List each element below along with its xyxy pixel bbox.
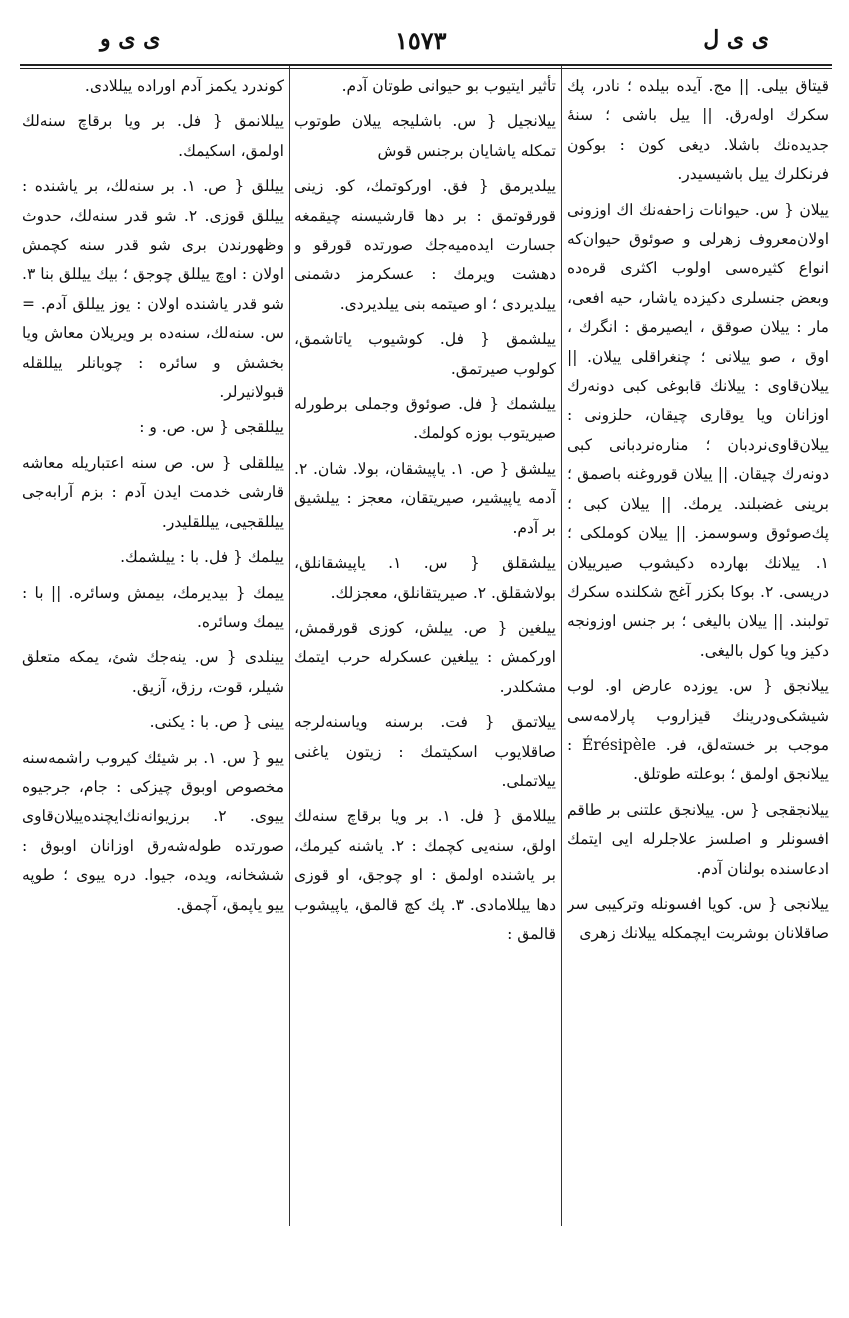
- entry: ییلشمك { فل. صوئوق وجملی برطورله صیریتوب بوزه کولمك.: [294, 395, 556, 443]
- entry: ییلانجیل { س. باشلیجه ییلان طوتوب تمکله یاشایان برجنس قوش: [294, 112, 556, 160]
- entry: ییمك { بیدیرمك، بیمش وسائره. || با : ییمك وسائره.: [22, 583, 284, 631]
- entry: قیتاق بیلی. || مج. آیده بیلده ؛ نادر، پك سکرك اوله‌رق. || ییل باشی ؛ سنهٔ جدیده‌نك باشلا. دیغی کون : بوکون فرنکلرك ییل باشیسیدر.: [567, 77, 829, 184]
- page-header: [20, 14, 829, 64]
- header-rule-thin: [20, 68, 832, 69]
- entry: ییلانجقجی { س. ییلانجق علتنی بر طاقم افسونلر و اصلسز علاجلرله ایی ایتمك ادعاسنده بولنان آدم.: [567, 800, 829, 878]
- page-number: ١٥٧٣: [395, 26, 447, 55]
- entry: ییللامق { فل. ١. بر ویا برقاچ سنه‌لك اولق، سنه‌یی کچمك : ٢. یاشنه کیرمك، بر یاشنده اولمق : او چوجق، او قوزی دها ییللامادی. ٣. پك کچ قالمق، یاپیشوب قالمق :: [294, 807, 556, 943]
- entry: ییلشقلق { س. ١. یاپیشقانلق، بولاشقلق. ٢. صیریتقانلق، معجزلك.: [294, 554, 556, 602]
- column-divider-right: [561, 66, 562, 1226]
- entry: ییللق { ص. ١. بر سنه‌لك، بر یاشنده : ییللق قوزی. ٢. شو قدر سنه‌لك، حدوث وظهورندن بری شو قدر سنه کچمش اولان : اوچ ییللق چوجق ؛ بیك ییللق بنا ٣. شو قدر یاشنده اولان : یوز ییللق آدم. = س. سنه‌لك، سنه‌ده بر ویریلان معاش ویا بخشش و سائره : چوبانلر ییللقله قبولانیرلر.: [22, 177, 284, 402]
- column-divider-left: [289, 66, 290, 1226]
- entry: ییلمك { فل. با : ییلشمك.: [120, 548, 284, 567]
- entry: ییو { س. ١. بر شیئك کیروب راشمه‌سنه مخصوص اوبوق چیزکی : جام، جرجیوه ییوی. ٢. برزیوانه‌نك‌ایچنده‌ییلان‌قاوی صورتده طوله‌شه‌رق اوزانان اوبوق : ششخانه، ویده، جیوا. دره ییوی ؛ طوپه ییو یاپمق، آچمق.: [22, 748, 284, 914]
- column-left: [22, 72, 284, 1222]
- entry: ییلغین { ص. ییلش، کوزی قورقمش، اورکمش : ییلغین عسکرله حرب ایتمك مشکلدر.: [294, 618, 556, 696]
- header-catchword-right: ی ی ل: [703, 26, 769, 52]
- entry: ییللانمق { فل. بر ویا برقاچ سنه‌لك اولمق، اسکیمك.: [22, 112, 284, 160]
- entry: ییللقلی { س. ص سنه اعتباریله معاشه قارشی خدمت ایدن آدم : بزم آرابه‌جی ییللقجیی، ییللقلیدر.: [22, 453, 284, 531]
- entry: ییللقجی { س. ص. و :: [139, 418, 284, 437]
- column-right: [567, 72, 829, 1222]
- entry: ییلاتمق { فت. برسنه ویاسنه‌لرجه صاقلایوب اسکیتمك : زیتون یاغنی ییلاتملی.: [294, 713, 556, 790]
- entry: ییلشق { ص. ١. یاپیشقان، بولا. شان. ٢. آدمه یاپیشیر، صیریتقان، معجز : ییلشیق بر آدم.: [294, 459, 556, 537]
- entry: یینی { ص. با : یکنی.: [149, 713, 284, 732]
- entry: ییلشمق { فل. کوشیوب یاتاشمق، کولوب صیرتمق.: [294, 330, 556, 378]
- entry: ییلدیرمق { فق. اورکوتمك، کو. زینی قورقوتمق : بر دها قارشیسنه چیقمغه جسارت ایده‌میه‌جك صورتده قورقو و دهشت ویرمك : عسکرمز دشمنی ییلدیردی ؛ او صیتمه بنی ییلدیردی.: [294, 177, 556, 313]
- entry: تأثیر ایتیوب بو حیوانی طوتان آدم.: [341, 77, 556, 95]
- column-middle: [294, 72, 556, 1222]
- entry: ییلانجق { س. یوزده عارض او. لوب شیشکی‌ودرینك قیزاروب پارلامه‌سی موجب بر خسته‌لق، فر. Érésipèle : ییلانجق اولمق ؛ بوعلته طوتلق.: [567, 677, 829, 784]
- entry: ییلانجی { س. کویا افسونله وترکیبی سر صاقلانان بوشربت ایچمکله ییلانك زهری: [567, 894, 829, 943]
- entry: یینلدی { س. ینه‌جك شئ، یمکه متعلق شیلر، قوت، رزق، آزیق.: [22, 648, 284, 696]
- header-rule: [20, 64, 832, 66]
- entry: کوندرد یکمز آدم اوراده ییللادی.: [84, 77, 284, 95]
- header-catchword-left: ی ی و: [100, 26, 161, 52]
- entry: ییلان { س. حیوانات زاحفه‌نك اك اوزونی اولان‌معروف زهرلی و صوئوق حیوان‌که انواع کثیره‌سی اولوب اکثری قره‌ده وبعض جنسلری دکیزده یاشار، حیه افعی، مار : ییلان صوقق ، ایصیرمق : انگرك ، اوق ، صو ییلانی ؛ چنغراقلی ییلان. || ییلان‌قاوی : ییلانك قابوغی کبی دونه‌رك اوزانان ویا یوقاری چیقان، حلزونی : ییلان‌قاوی‌نردبان ؛ مناره‌نردبانی کبی دونه‌رك چیقان. || ییلان قوروغنه باصمق ؛ برینی غضبلند. یرمك. || ییلان کبی ؛ پك‌صوئوق وسوسمز. || ییلان کوملکی ؛ ١. ییلانك بهارده دکیشوب صیرییلان دریسی. ٢. بوکا بکزر آغج شکلنده سکرك تولبند. || ییلان بالیغی ؛ بر جنس اوزونجه دکیز ویا کول بالیغی.: [567, 200, 829, 660]
